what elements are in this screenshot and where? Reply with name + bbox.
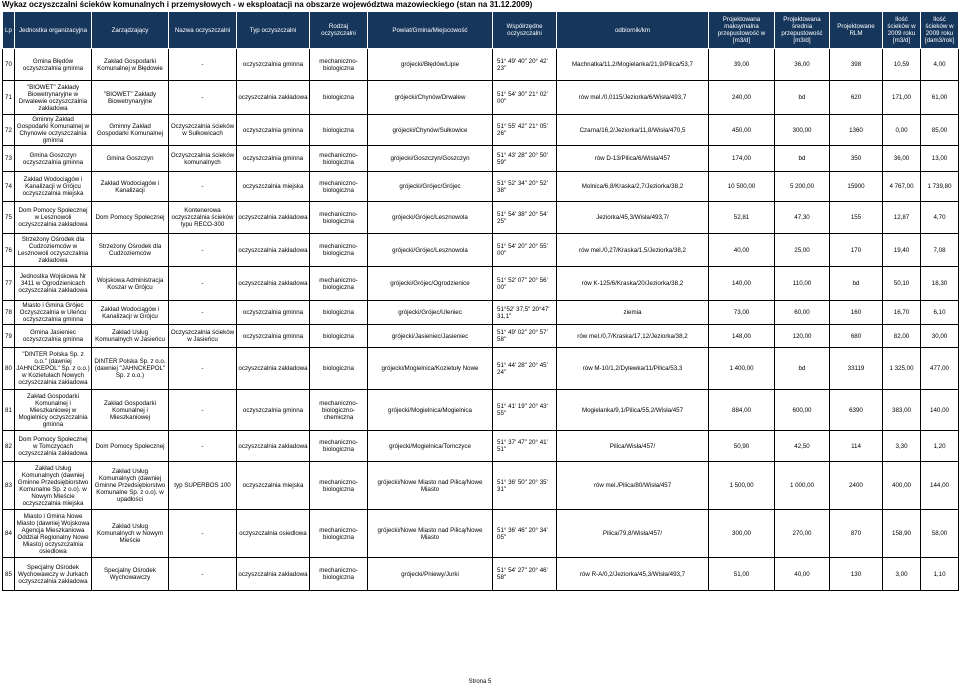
row-avg-capacity: bd: [775, 146, 830, 172]
row-manager: Zakład Usług Komunalnych (dawniej Gminne Przedsiębiorstwo Komunalne Sp. z o.o). w upadłości: [92, 462, 169, 510]
row-kind: mechaniczno-biologiczna: [310, 431, 368, 462]
row-max-capacity: 174,00: [709, 146, 775, 172]
row-type: oczyszczalnia gminna: [237, 325, 310, 348]
row-manager: Zakład Wodociągów i Kanalizacji: [92, 172, 169, 202]
row-coordinates: 51° 36' 46" 20° 34' 05": [493, 510, 557, 558]
row-flow-daily: 1 325,00: [883, 348, 921, 390]
row-lp: 72: [3, 115, 15, 146]
row-type: oczyszczalnia miejska: [237, 172, 310, 202]
row-receiver: rów mel./0,27/Kraska/1,5/Jeziorka/38,2: [557, 234, 709, 267]
row-kind: mechaniczno-biologiczno-chemiczna: [310, 390, 368, 431]
row-location: grójecki/Nowe Miasto nad Pilicą/Nowe Miasto: [368, 462, 493, 510]
row-max-capacity: 10 500,00: [709, 172, 775, 202]
row-rlm: 1360: [830, 115, 883, 146]
row-flow-yearly: 18,30: [921, 267, 959, 301]
row-location: grójecki/Pniewy/Jurki: [368, 558, 493, 591]
row-avg-capacity: 110,00: [775, 267, 830, 301]
row-kind: biologiczna: [310, 348, 368, 390]
page-footer: Strona 5: [468, 679, 492, 685]
row-location: grójecki/Grójec/Grójec: [368, 172, 493, 202]
row-flow-yearly: 30,00: [921, 325, 959, 348]
row-flow-daily: 36,00: [883, 146, 921, 172]
row-receiver: Jeziorka/45,3/Wisła/493,7/: [557, 202, 709, 234]
col-name: Nazwa oczyszczalni: [169, 12, 237, 49]
row-avg-capacity: 600,00: [775, 390, 830, 431]
row-location: grójecki/Błędów/Lipie: [368, 49, 493, 81]
table-row: [3, 558, 959, 591]
table-row: [3, 267, 959, 301]
row-kind: mechaniczno-biologiczna: [310, 510, 368, 558]
row-max-capacity: 240,00: [709, 81, 775, 115]
row-rlm: 130: [830, 558, 883, 591]
row-coordinates: 51° 54' 20" 20° 55' 00": [493, 234, 557, 267]
row-kind: mechaniczno-biologiczna: [310, 234, 368, 267]
row-unit: Jednostka Wojskowa Nr 3411 w Ogrodzienicach oczyszczalnia zakładowa: [15, 267, 92, 301]
col-unit: Jednostka organizacyjna: [15, 12, 92, 49]
row-kind: mechaniczno-biologiczna: [310, 462, 368, 510]
row-flow-daily: 158,90: [883, 510, 921, 558]
row-max-capacity: 52,81: [709, 202, 775, 234]
row-rlm: 350: [830, 146, 883, 172]
row-rlm: 170: [830, 234, 883, 267]
row-avg-capacity: 42,50: [775, 431, 830, 462]
row-avg-capacity: 40,00: [775, 558, 830, 591]
row-rlm: 155: [830, 202, 883, 234]
row-lp: 71: [3, 81, 15, 115]
row-manager: Zakład Wodociągów i Kanalizacji w Grójcu: [92, 301, 169, 325]
row-lp: 85: [3, 558, 15, 591]
col-receiver: odbiornik/km: [557, 12, 709, 49]
row-manager: Gminny Zakład Gospodarki Komunalnej: [92, 115, 169, 146]
row-receiver: Czarna/16,2/Jeziorka/11,8/Wisła/470,5: [557, 115, 709, 146]
row-location: grójecki/Nowe Miasto nad Pilicą/Nowe Miasto: [368, 510, 493, 558]
row-flow-yearly: 4,70: [921, 202, 959, 234]
row-unit: Dom Pomocy Społecznej w Lesznowoli oczyszczalnia zakładowa: [15, 202, 92, 234]
row-kind: mechaniczno-biologiczna: [310, 202, 368, 234]
row-receiver: rów D-13/Pilica/6/Wisła/457: [557, 146, 709, 172]
col-lp: Lp: [3, 12, 15, 49]
row-flow-daily: 10,59: [883, 49, 921, 81]
row-unit: Miasto i Gmina Grójec Oczyszczalnia w Uleńcu oczyszczalnia gminna: [15, 301, 92, 325]
row-unit: Gmina Jasieniec oczyszczalnia gminna: [15, 325, 92, 348]
row-flow-daily: 3,30: [883, 431, 921, 462]
row-name: -: [169, 267, 237, 301]
table-row: [3, 202, 959, 234]
row-name: -: [169, 431, 237, 462]
row-lp: 80: [3, 348, 15, 390]
row-max-capacity: 1 400,00: [709, 348, 775, 390]
row-manager: Strzeżony Ośrodek dla Cudzoziemców: [92, 234, 169, 267]
row-location: grójecki/Chynów/Sułkowice: [368, 115, 493, 146]
row-receiver: Mogielanka/9,1/Pilica/55,2/Wisła/457: [557, 390, 709, 431]
row-name: -: [169, 510, 237, 558]
row-name: -: [169, 172, 237, 202]
row-avg-capacity: bd: [775, 348, 830, 390]
row-name: Oczyszczalnia ścieków w Sułkowicach: [169, 115, 237, 146]
row-lp: 73: [3, 146, 15, 172]
row-unit: Miasto i Gmina Nowe Miasto (dawniej Wojskowa Agencja Mieszkaniowa Oddział Regionalny Nowe Miasto) oczyszczalnia osiedlowa: [15, 510, 92, 558]
row-flow-yearly: 6,10: [921, 301, 959, 325]
row-unit: Dom Pomocy Społecznej w Tomczycach oczyszczalnia zakładowa: [15, 431, 92, 462]
row-rlm: 33119: [830, 348, 883, 390]
row-flow-daily: 16,70: [883, 301, 921, 325]
row-receiver: Pilica/79,8/Wisła/457/: [557, 510, 709, 558]
row-flow-yearly: 7,08: [921, 234, 959, 267]
col-avg-capacity: Projektowana średnia przepustowość [m3/d]: [775, 12, 830, 49]
row-manager: Zakład Gospodarki Komunalnej i Mieszkaniowej: [92, 390, 169, 431]
row-flow-yearly: 4,00: [921, 49, 959, 81]
row-type: oczyszczalnia zakładowa: [237, 267, 310, 301]
row-flow-yearly: 477,00: [921, 348, 959, 390]
row-coordinates: 51° 49' 40" 20° 42' 23": [493, 49, 557, 81]
row-kind: mechaniczno-biologiczna: [310, 172, 368, 202]
table-row: [3, 431, 959, 462]
table-row: [3, 301, 959, 325]
row-type: oczyszczalnia zakładowa: [237, 234, 310, 267]
row-manager: Zakład Usług Komunalnych w Jasieńcu: [92, 325, 169, 348]
table-row: [3, 115, 959, 146]
row-lp: 84: [3, 510, 15, 558]
row-flow-yearly: 58,00: [921, 510, 959, 558]
row-manager: Zakład Gospodarki Komunalnej w Błędowie: [92, 49, 169, 81]
row-name: -: [169, 81, 237, 115]
row-max-capacity: 39,00: [709, 49, 775, 81]
row-manager: DINTER Polska Sp. z o.o. (dawniej "JAHNCKEPOL" Sp. z o.o.): [92, 348, 169, 390]
row-max-capacity: 50,90: [709, 431, 775, 462]
row-lp: 78: [3, 301, 15, 325]
row-rlm: 6390: [830, 390, 883, 431]
row-location: grójecki/Grójec/Lesznowola: [368, 234, 493, 267]
row-type: oczyszczalnia zakładowa: [237, 81, 310, 115]
row-kind: biologiczna: [310, 81, 368, 115]
table-row: [3, 348, 959, 390]
row-flow-yearly: 1,10: [921, 558, 959, 591]
row-avg-capacity: 270,00: [775, 510, 830, 558]
table-row: [3, 172, 959, 202]
row-coordinates: 51° 52' 34" 20° 52' 38": [493, 172, 557, 202]
row-name: -: [169, 301, 237, 325]
row-location: grójecki/Grójec/Lesznowola: [368, 202, 493, 234]
row-type: oczyszczalnia zakładowa: [237, 202, 310, 234]
row-type: oczyszczalnia gminna: [237, 390, 310, 431]
row-rlm: 870: [830, 510, 883, 558]
row-flow-yearly: 140,00: [921, 390, 959, 431]
row-kind: mechaniczno-biologiczna: [310, 267, 368, 301]
row-lp: 83: [3, 462, 15, 510]
row-unit: Zakład Usług Komunalnych (dawniej Gminne Przedsiębiorstwo Komunalne Sp. z o.o). w Nowym Mieście oczyszczalnia miejska: [15, 462, 92, 510]
row-unit: Zakład Wodociągów i Kanalizacji w Grójcu oczyszczalnia miejska: [15, 172, 92, 202]
row-max-capacity: 140,00: [709, 267, 775, 301]
table-row: [3, 49, 959, 81]
row-name: Kontenerowa oczyszczalnia ścieków typu RECO-300: [169, 202, 237, 234]
row-flow-yearly: 1 739,80: [921, 172, 959, 202]
row-flow-yearly: 144,00: [921, 462, 959, 510]
row-unit: Gmina Goszczyn oczyszczalnia gminna: [15, 146, 92, 172]
row-manager: Specjalny Ośrodek Wychowawczy: [92, 558, 169, 591]
row-name: -: [169, 348, 237, 390]
row-location: grójecki/Jasieniec/Jasieniec: [368, 325, 493, 348]
row-receiver: Pilica/Wisła/457/: [557, 431, 709, 462]
row-name: -: [169, 390, 237, 431]
row-flow-daily: 3,00: [883, 558, 921, 591]
row-receiver: ziemia: [557, 301, 709, 325]
row-manager: Wojskowa Administracja Koszar w Grójcu: [92, 267, 169, 301]
row-max-capacity: 73,00: [709, 301, 775, 325]
row-rlm: 114: [830, 431, 883, 462]
page-title: Wykaz oczyszczalni ścieków komunalnych i przemysłowych - w eksploatacji na obszarze województwa mazowieckiego (stan na 31.12.2009): [2, 0, 533, 9]
row-name: typ SUPERBOS 100: [169, 462, 237, 510]
table-row: [3, 510, 959, 558]
row-avg-capacity: 36,00: [775, 49, 830, 81]
row-kind: biologiczna: [310, 301, 368, 325]
col-flow-daily: Ilość ścieków w 2009 roku [m3/d]: [883, 12, 921, 49]
row-manager: Zakład Usług Komunalnych w Nowym Mieście: [92, 510, 169, 558]
row-type: oczyszczalnia miejska: [237, 462, 310, 510]
row-receiver: rów R-A/0,2/Jeziorka/45,3/Wisła/493,7: [557, 558, 709, 591]
row-flow-daily: 383,00: [883, 390, 921, 431]
row-type: oczyszczalnia zakładowa: [237, 431, 310, 462]
row-receiver: rów mel./Pilica/80/Wisła/457: [557, 462, 709, 510]
row-kind: biologiczna: [310, 115, 368, 146]
row-lp: 75: [3, 202, 15, 234]
row-avg-capacity: 5 200,00: [775, 172, 830, 202]
row-coordinates: 51° 54' 30" 21° 02' 00": [493, 81, 557, 115]
row-lp: 77: [3, 267, 15, 301]
row-flow-yearly: 1,20: [921, 431, 959, 462]
row-location: grójecki/Mogielnica/Tomczyce: [368, 431, 493, 462]
row-unit: "DINTER Polska Sp. z o.o." (dawniej JAHNCKEPOL" Sp. z o.o.) w Kozietułach Nowych oczyszczalnia zakładowa: [15, 348, 92, 390]
row-max-capacity: 1 500,00: [709, 462, 775, 510]
row-flow-daily: 12,87: [883, 202, 921, 234]
table-row: [3, 234, 959, 267]
row-coordinates: 51° 54' 38" 20° 54' 25": [493, 202, 557, 234]
row-avg-capacity: 1 000,00: [775, 462, 830, 510]
table-body: [3, 49, 959, 591]
row-coordinates: 51° 49' 02" 20° 57' 58": [493, 325, 557, 348]
row-lp: 79: [3, 325, 15, 348]
row-flow-daily: 82,00: [883, 325, 921, 348]
row-location: grójecki/Grójec/Ogrodzienice: [368, 267, 493, 301]
row-rlm: 398: [830, 49, 883, 81]
row-kind: mechaniczno-biologiczna: [310, 49, 368, 81]
row-name: Oczyszczalnia ścieków w Jasieńcu: [169, 325, 237, 348]
row-type: oczyszczalnia zakładowa: [237, 348, 310, 390]
row-flow-daily: 4 767,00: [883, 172, 921, 202]
row-name: -: [169, 49, 237, 81]
row-avg-capacity: 25,00: [775, 234, 830, 267]
row-location: grójecki/Mogielnica/Kozietuły Nowe: [368, 348, 493, 390]
row-coordinates: 51° 41' 19" 20° 43' 55": [493, 390, 557, 431]
row-max-capacity: 51,00: [709, 558, 775, 591]
row-flow-yearly: 61,00: [921, 81, 959, 115]
col-rlm: Projektowane RLM: [830, 12, 883, 49]
table-row: [3, 390, 959, 431]
row-rlm: 15900: [830, 172, 883, 202]
row-avg-capacity: 120,00: [775, 325, 830, 348]
row-max-capacity: 450,00: [709, 115, 775, 146]
row-rlm: bd: [830, 267, 883, 301]
row-lp: 82: [3, 431, 15, 462]
row-flow-yearly: 85,00: [921, 115, 959, 146]
row-coordinates: 51° 54' 27" 20° 46' 58": [493, 558, 557, 591]
table-row: [3, 462, 959, 510]
col-type: Typ oczyszczalni: [237, 12, 310, 49]
row-lp: 70: [3, 49, 15, 81]
row-name: Oczyszczalnia ścieków komunalnych: [169, 146, 237, 172]
row-unit: Gminny Zakład Gospodarki Komunalnej w Chynowie oczyszczalnia gminna: [15, 115, 92, 146]
row-manager: Dom Pomocy Społecznej: [92, 202, 169, 234]
row-coordinates: 51° 55' 42" 21° 05' 26": [493, 115, 557, 146]
row-manager: Gmina Goszczyn: [92, 146, 169, 172]
col-coordinates: Współrzędne oczyszczalni: [493, 12, 557, 49]
col-manager: Zarządzający: [92, 12, 169, 49]
row-unit: Gmina Błędów oczyszczalnia gminna: [15, 49, 92, 81]
row-max-capacity: 40,00: [709, 234, 775, 267]
row-rlm: 160: [830, 301, 883, 325]
row-max-capacity: 884,00: [709, 390, 775, 431]
row-type: oczyszczalnia gminna: [237, 301, 310, 325]
row-max-capacity: 148,00: [709, 325, 775, 348]
row-avg-capacity: 300,00: [775, 115, 830, 146]
row-lp: 81: [3, 390, 15, 431]
row-kind: mechaniczno-biologiczna: [310, 558, 368, 591]
col-kind: Rodzaj oczyszczalni: [310, 12, 368, 49]
row-coordinates: 51° 37' 47" 20° 41' 51": [493, 431, 557, 462]
plants-table: [2, 11, 959, 591]
row-receiver: rów M-10/1,2/Dylewka/11/Pilica/53,3: [557, 348, 709, 390]
row-avg-capacity: 60,00: [775, 301, 830, 325]
row-avg-capacity: bd: [775, 81, 830, 115]
row-coordinates: 51° 36' 50" 20° 35' 31": [493, 462, 557, 510]
row-receiver: rów mel./0,0115/Jeziorka/6/Wisła/493,7: [557, 81, 709, 115]
row-flow-daily: 171,00: [883, 81, 921, 115]
row-receiver: rów mel./0,7/Kraska/17,12/Jeziorka/38,2: [557, 325, 709, 348]
row-location: grójecki/Mogielnica/Mogielnica: [368, 390, 493, 431]
row-flow-yearly: 13,00: [921, 146, 959, 172]
row-receiver: Molnica/6,8/Kraska/2,7/Jeziorka/38,2: [557, 172, 709, 202]
table-row: [3, 146, 959, 172]
row-rlm: 620: [830, 81, 883, 115]
row-manager: "BIOWET" Zakłady Biowetrynaryjne: [92, 81, 169, 115]
row-type: oczyszczalnia gminna: [237, 146, 310, 172]
col-flow-yearly: Ilość ścieków w 2009 roku [dam3/rok]: [921, 12, 959, 49]
row-type: oczyszczalnia gminna: [237, 49, 310, 81]
row-unit: Strzeżony Ośrodek dla Cudzoziemców w Lesznowoli oczyszczalnia zakładowa: [15, 234, 92, 267]
row-coordinates: 51° 43' 28" 20° 50' 59": [493, 146, 557, 172]
row-rlm: 2400: [830, 462, 883, 510]
row-location: grójecki/Grójec/Uleniec: [368, 301, 493, 325]
table-row: [3, 325, 959, 348]
row-lp: 74: [3, 172, 15, 202]
row-coordinates: 51° 44' 28" 20° 45' 24": [493, 348, 557, 390]
row-name: -: [169, 558, 237, 591]
row-receiver: Machnatka/11,2/Mogielanka/21,9/Pilica/53,7: [557, 49, 709, 81]
row-unit: Zakład Gospodarki Komunalnej i Mieszkaniowej w Mogielnicy oczyszczalnia gminna: [15, 390, 92, 431]
row-flow-daily: 400,00: [883, 462, 921, 510]
row-name: -: [169, 234, 237, 267]
row-kind: mechaniczno-biologiczna: [310, 146, 368, 172]
header-row: [3, 12, 959, 49]
row-coordinates: 51°52' 37,5" 20°47' 31,1": [493, 301, 557, 325]
row-type: oczyszczalnia osiedlowa: [237, 510, 310, 558]
row-manager: Dom Pomocy Społecznej: [92, 431, 169, 462]
row-type: oczyszczalnia zakładowa: [237, 558, 310, 591]
row-lp: 76: [3, 234, 15, 267]
col-max-capacity: Projektowana maksymalna przepustowość w [m3/d]: [709, 12, 775, 49]
row-location: grójecki/Goszczyn/Goszczyn: [368, 146, 493, 172]
row-receiver: rów K-125/6/Kraska/20/Jeziorka/38,2: [557, 267, 709, 301]
row-type: oczyszczalnia gminna: [237, 115, 310, 146]
row-flow-daily: 0,00: [883, 115, 921, 146]
row-avg-capacity: 47,30: [775, 202, 830, 234]
row-unit: Specjalny Ośrodek Wychowawczy w Jurkach oczyszczalnia zakładowa: [15, 558, 92, 591]
col-location: Powiat/Gmina/Miejscowość: [368, 12, 493, 49]
table-row: [3, 81, 959, 115]
row-coordinates: 51° 52' 07" 20° 56' 00": [493, 267, 557, 301]
row-kind: biologiczna: [310, 325, 368, 348]
row-flow-daily: 50,10: [883, 267, 921, 301]
row-unit: "BIOWET" Zakłady Biowetrynaryjne w Drwalewie oczyszczalnia zakładowa: [15, 81, 92, 115]
row-max-capacity: 300,00: [709, 510, 775, 558]
row-rlm: 680: [830, 325, 883, 348]
row-location: grójecki/Chynów/Drwalew: [368, 81, 493, 115]
row-flow-daily: 19,40: [883, 234, 921, 267]
